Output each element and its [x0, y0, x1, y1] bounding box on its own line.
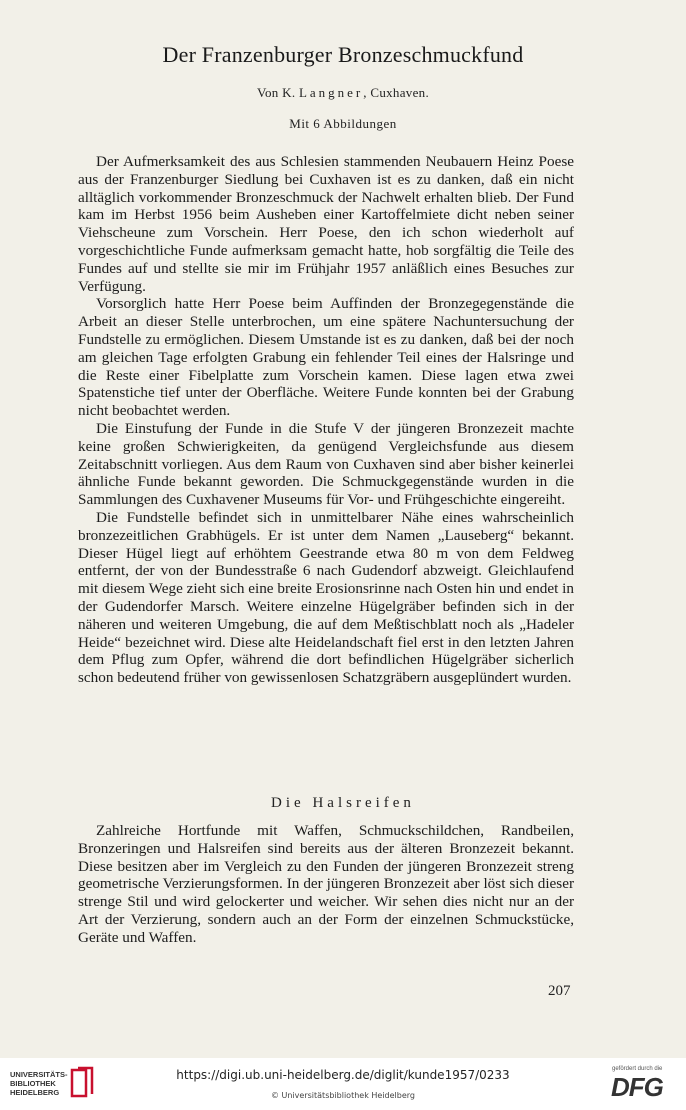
author-prefix: Von K.: [256, 85, 299, 100]
article-body: [78, 153, 574, 687]
article-title: Der Franzenburger Bronzeschmuckfund: [162, 42, 524, 67]
author-suffix: , Cuxhaven.: [363, 85, 430, 100]
dfg-logo: DFG: [611, 1072, 663, 1102]
source-url-link[interactable]: https://digi.ub.uni-heidelberg.de/diglit/kunde1957/0233: [176, 1068, 510, 1082]
dfg-caption: gefördert durch die: [612, 1066, 663, 1072]
library-line-1: UNIVERSITÄTS-: [10, 1070, 68, 1079]
library-line-3: HEIDELBERG: [10, 1088, 60, 1097]
section-paragraph-1: Zahlreiche Hortfunde mit Waffen, Schmuckschildchen, Randbeilen, Bronzeringen und Halsreifen sind bereits aus der älteren Bronzezeit bekannt. Diese besitzen aber im Vergleich zu den Funden der jüngeren Bronzezeit streng geometrische Verzierungsformen. In der jüngeren Bronzezeit aber löst sich dieser strenge Stil und wird gelockerter und weicher. Wir sehen dies nicht nur an der Art der Verzierung, sondern auch an der Form der einzelnen Schmuckstücke, Geräte und Waffen.: [78, 822, 574, 946]
footer-bar: [0, 1058, 686, 1110]
paragraph-2: Vorsorglich hatte Herr Poese beim Auffinden der Bronzegegenstände die Arbeit an dieser Stelle unterbrochen, um eine spätere Nachuntersuchung der Fundstelle zu ermöglichen. Diesem Umstande ist es zu danken, daß bei der noch am gleichen Tage erfolgten Grabung ein fehlender Teil eines der Halsringe und die Reste einer Fibelplatte zum Vorschein kamen. Diese lagen etwa zwei Spatenstiche tief unter der Oberfläche. Weitere Funde konnten bei der Grabung nicht beobachtet werden.: [78, 295, 574, 420]
author-name: Langner: [298, 85, 364, 100]
paragraph-3: Die Einstufung der Funde in die Stufe V der jüngeren Bronzezeit machte keine großen Schwierigkeiten, da genügend Vergleichsfunde aus diesem Zeitabschnitt vorliegen. Aus dem Raum von Cuxhaven sind aber bisher keinerlei ähnliche Funde bekannt geworden. Die Schmuckgegenstände wurden in die Sammlungen des Cuxhavener Museums für Vor- und Frühgeschichte eingereiht.: [78, 419, 574, 509]
page-number: 207: [548, 983, 571, 999]
library-line-2: BIBLIOTHEK: [10, 1079, 56, 1088]
article-subtitle: Mit 6 Abbildungen: [289, 116, 397, 131]
section-heading: Die Halsreifen: [271, 795, 415, 811]
paragraph-1: Der Aufmerksamkeit des aus Schlesien stammenden Neubauern Heinz Poese aus der Franzenburger Siedlung bei Cuxhaven ist es zu danken, daß ein nicht alltäglich vorkommender Bronzeschmuck der Nachwelt erhalten blieb. Der Fund kam im Herbst 1956 beim Ausheben einer Kartoffelmiete dicht neben seiner Viehscheune zum Vorschein. Herr Poese, den ich schon wiederholt auf vorgeschichtliche Funde aufmerksam gemacht hatte, hob sorgfältig die Teile des Fundes auf und stellte sie mir im Frühjahr 1957 anläßlich eines Besuches zur Verfügung.: [78, 153, 574, 295]
copyright-notice: © Universitätsbibliothek Heidelberg: [270, 1091, 415, 1100]
paragraph-4: Die Fundstelle befindet sich in unmittelbarer Nähe eines wahrscheinlich bronzezeitlichen Grabhügels. Er ist unter dem Namen „Lauseberg“ bekannt. Dieser Hügel liegt auf erhöhtem Geestrande etwa 80 m von dem Feldweg entfernt, der von der Bundesstraße 6 nach Gudendorf abzweigt. Gleichlaufend mit diesem Wege zieht sich eine breite Erosionsrinne nach Osten hin und endet in der Gudendorfer Marsch. Weitere einzelne Hügelgräber befinden sich in der näheren und weiteren Umgebung, die auf dem Meßtischblatt noch als „Hadeler Heide“ bezeichnet wird. Diese alte Heidelandschaft fiel erst in den letzten Jahren dem Pflug zum Opfer, während die dort befindlichen Hügelgräber sicherlich schon bedeutend früher von gewissenlosen Schatzgräbern ausgeplündert wurden.: [78, 508, 574, 687]
article-author: [0, 85, 686, 101]
section-body: [78, 822, 574, 947]
